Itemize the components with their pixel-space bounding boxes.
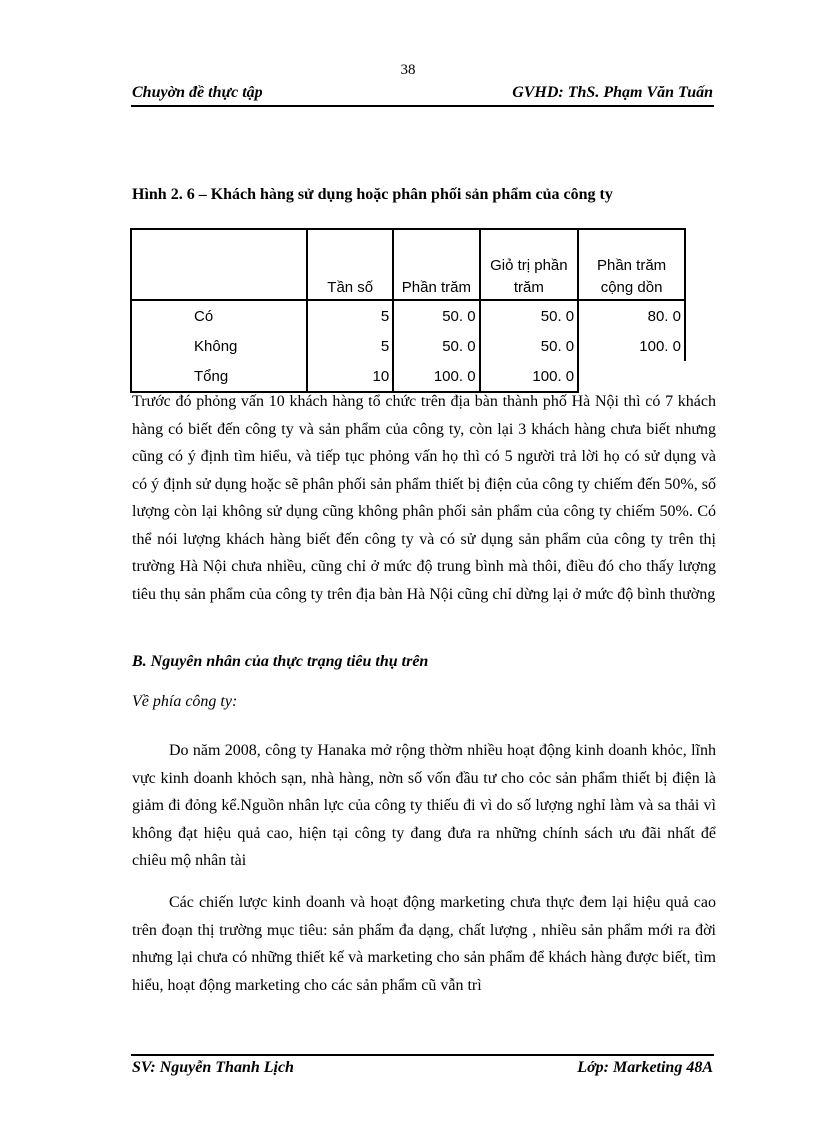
table-cell: 50. 0 (480, 300, 579, 331)
table-cell: 100. 0 (480, 361, 579, 392)
page-number: 38 (400, 62, 416, 78)
header-supervisor: GVHD: ThS. Phạm Văn Tuấn (512, 84, 713, 101)
figure-caption: Hình 2. 6 – Khách hàng sử dụng hoặc phân phối sản phẩm của công ty (132, 186, 613, 203)
table-cell: 80. 0 (578, 300, 685, 331)
table-cell: 100. 0 (578, 331, 685, 361)
paragraph-survey-results: Trước đó phỏng vấn 10 khách hàng tổ chức trên địa bàn thành phố Hà Nội thì có 7 khách hàng có biết đến công ty và sản phẩm của công ty, còn lại 3 khách hàng chưa biết nhưng cũng có ý định tìm hiểu, và tiếp tục phỏng vấn họ thì có 5 người trả lời họ có sử dụng và có ý định sử dụng hoặc sẽ phân phối sản phẩm thiết bị điện của công ty chiếm đến 50%, số lượng còn lại không sử dụng cũng không phân phối sản phẩm của công ty chiếm 50%. Có thể nói lượng khách hàng biết đến công ty và có sử dụng sản phẩm của công ty trên thị trường Hà Nội chưa nhiều, cũng chỉ ở mức độ trung bình mà thôi, điều đó cho thấy lượng tiêu thụ sản phẩm của công ty trên địa bàn Hà Nội cũng chỉ dừng lại ở mức độ bình thường (132, 393, 716, 603)
subheading-company-side: Về phía công ty: (132, 693, 238, 710)
table-header-cell: Tần số (307, 229, 393, 300)
table-row (131, 300, 685, 331)
table-row (131, 331, 685, 361)
header-rule (131, 105, 714, 107)
header-document-type: Chuyờn đề thực tập (132, 84, 263, 101)
table-cell: 50. 0 (393, 331, 479, 361)
table-header-cell: Phần trăm cộng dồn (578, 229, 685, 300)
table-cell: 5 (307, 331, 393, 361)
table-header-cell: Phần trăm (393, 229, 479, 300)
table-cell: 50. 0 (393, 300, 479, 331)
footer-class: Lớp: Marketing 48A (577, 1059, 713, 1076)
table-header-cell (131, 229, 307, 300)
paragraph-marketing-causes: Các chiến lược kinh doanh và hoạt động marketing chưa thực đem lại hiệu quả cao trên đoạn thị trường mục tiêu: sản phẩm đa dạng, chất lượng , nhiều sản phẩm mới ra đời nhưng lại chưa có những thiết kế và marketing cho sản phẩm để khách hàng được biết, tìm hiểu, hoạt động marketing cho các sản phẩm cũ vẫn trì (132, 894, 716, 994)
table-row-label: Không (131, 331, 307, 361)
footer-rule (131, 1054, 714, 1056)
table-header-row (131, 229, 685, 300)
table-cell: 10 (307, 361, 393, 392)
table-cell: 5 (307, 300, 393, 331)
table-cell: 50. 0 (480, 331, 579, 361)
section-heading: B. Nguyên nhân của thực trạng tiêu thụ trên (132, 653, 429, 670)
table-header-cell: Giỏ trị phần trăm (480, 229, 579, 300)
paragraph-company-causes: Do năm 2008, công ty Hanaka mở rộng thờm nhiều hoạt động kinh doanh khỏc, lĩnh vực kinh doanh khỏch sạn, nhà hàng, nờn số vốn đầu tư cho cỏc sản phẩm thiết bị điện là giảm đi đỏng kể.Nguồn nhân lực của công ty thiếu đi vì do số lượng nghỉ làm và sa thải vì không đạt hiệu quả cao, hiện tại công ty đang đưa ra những chính sách ưu đãi nhất để chiêu mộ nhân tài (132, 742, 716, 869)
table-row-label: Có (131, 300, 307, 331)
table-cell: 100. 0 (393, 361, 479, 392)
footer-student: SV: Nguyễn Thanh Lịch (132, 1059, 294, 1076)
table-row-label: Tổng (131, 361, 307, 392)
frequency-table (130, 228, 686, 393)
